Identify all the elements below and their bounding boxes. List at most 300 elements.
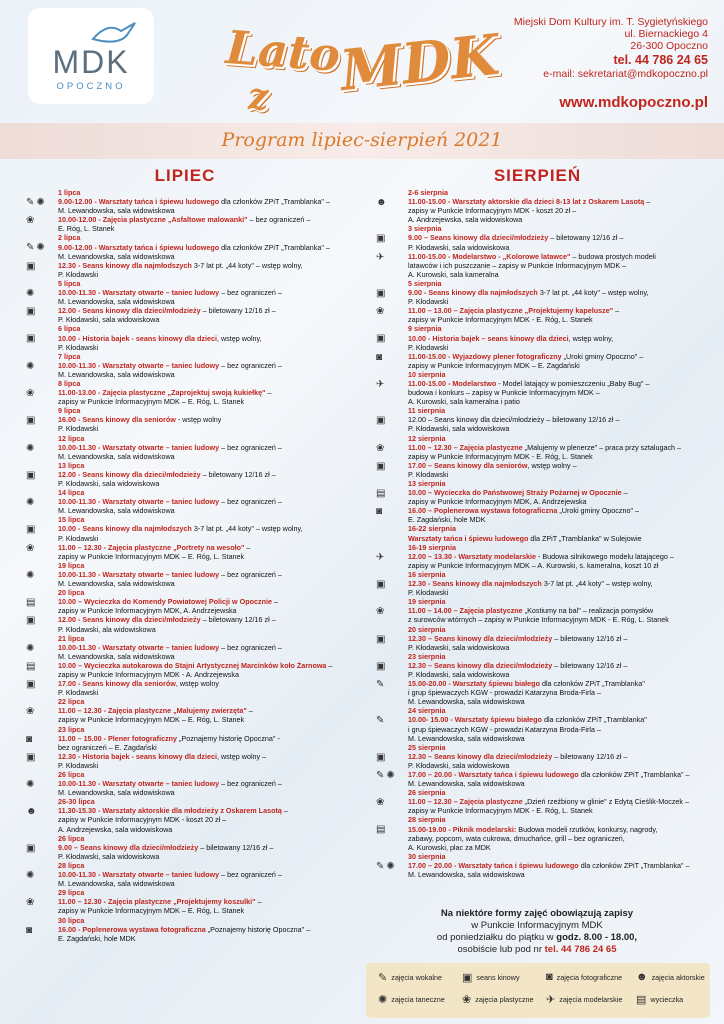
schedule-entry: [370, 852, 705, 879]
entry-highlight: 16.00 - Seans kinowy dla seniorów: [58, 415, 176, 425]
entry-icons: [26, 870, 48, 882]
entry-highlight: 12.00 - Seans kinowy dla dzieci/młodzieży: [58, 615, 201, 625]
entry-line: [58, 415, 350, 424]
bus-icon: ▤: [376, 488, 386, 499]
entry-highlight: 12.30 - Historia bajek - seans kinowy dla dzieci: [58, 751, 217, 761]
entry-text: A. Kurowski, sala kameralna: [408, 269, 499, 279]
entry-text: „Poznajemy historię Opoczna" -: [177, 733, 280, 743]
film-icon: ▣: [26, 751, 36, 763]
entry-icons: [376, 288, 398, 300]
film-icon: ▣: [376, 233, 386, 245]
schedule-entry: [20, 215, 350, 233]
entry-line: [408, 415, 705, 424]
entry-highlight: 10.00-12.00 - Zajęcia plastyczne „Asfaltowe malowanki": [58, 215, 248, 225]
entry-line: [408, 552, 705, 561]
entry-text: P. Kłodawski: [58, 533, 99, 543]
entry-date: 26 lipca: [58, 833, 85, 843]
entry-line: [408, 233, 705, 242]
entry-text: „Uroki gminy Opoczno" –: [561, 351, 644, 361]
entry-icons: [26, 415, 48, 427]
entry-line: [408, 697, 705, 706]
entry-icons: [26, 925, 48, 937]
entry-highlight: 10.00-11.30 - Warsztaty otwarte – taniec ludowy: [58, 497, 220, 507]
entry-line: [408, 397, 705, 406]
entry-text: P. Kłodawski, ala widowiskowa: [58, 624, 156, 634]
entry-line: [408, 288, 705, 297]
entry-icons: [376, 306, 398, 318]
schedule-entry: [20, 461, 350, 488]
vocal-icon: ✎: [376, 770, 385, 781]
schedule-entry: [20, 352, 350, 379]
entry-highlight: 17.00 – Seans kinowy dla seniorów: [408, 460, 528, 470]
entry-line: [58, 906, 350, 915]
entry-date: 15 lipca: [58, 515, 85, 525]
legend-item-art: [462, 993, 534, 1006]
entry-line: [58, 843, 350, 852]
entry-text: , wstęp wolny: [175, 679, 219, 689]
film-icon: ▣: [26, 415, 36, 427]
entry-icons: [26, 615, 48, 627]
contact-block: [498, 16, 708, 80]
entry-date: 25 sierpnia: [408, 742, 446, 752]
entry-highlight: 10.00-11.30 - Warsztaty otwarte – taniec ludowy: [58, 360, 220, 370]
entry-icons: [26, 597, 48, 609]
entry-highlight: 10.00 - Historia bajek – seans kinowy dla dzieci: [408, 333, 569, 343]
legend-label-photo: zajęcia fotograficzne: [556, 972, 623, 982]
art-icon: ❀: [376, 306, 385, 318]
entry-text: zapisy w Punkcie Informacyjnym MDK - koszt 20 zł –: [58, 815, 227, 825]
bird-logo-icon: [91, 21, 137, 45]
entry-text: i grup śpiewaczych KGW - prowadzi Katarzyna Broda-Firla –: [408, 724, 601, 734]
entry-highlight: 10.00 – Wycieczka autokarowa do Stajni Artystycznej Marcinków koło Żarnowa: [58, 660, 327, 670]
entry-highlight: 11.00 – 12.30 - Zajęcia plastyczne „Malujemy zwierzęta": [58, 706, 247, 716]
entry-text: E. Róg, L. Stanek: [58, 224, 115, 234]
entry-date: 12 lipca: [58, 433, 85, 443]
theatre-masks-icon: ☻: [636, 971, 648, 983]
entry-highlight: 9.00 – Seans kinowy dla dzieci/młodzieży: [58, 842, 199, 852]
entry-line: [408, 661, 705, 670]
entry-text: – bez ograniczeń –: [219, 442, 282, 452]
legend-item-theatre: [636, 971, 705, 983]
schedule-entry: [20, 188, 350, 215]
entry-highlight: 15.00-19.00 - Piknik modelarski:: [408, 824, 517, 834]
entry-highlight: 12.30 - Seans kinowy dla najmłodszych: [408, 579, 542, 589]
entry-highlight: 10.00-11.30 - Warsztaty otwarte – taniec ludowy: [58, 642, 220, 652]
schedule-entry: [370, 679, 705, 706]
entry-highlight: 9.00-12.00 - Warsztaty tańca i śpiewu ludowego: [58, 197, 220, 207]
schedule-entry: [370, 788, 705, 815]
entry-line: [58, 625, 350, 634]
entry-line: [58, 315, 350, 324]
entry-line: [408, 506, 705, 515]
entry-icons: [26, 843, 48, 855]
schedule-entry: [20, 515, 350, 542]
entry-icons: [26, 215, 48, 227]
entry-text: , wstęp wolny –: [217, 751, 267, 761]
entry-date: 16-19 sierpnia: [408, 542, 456, 552]
entry-line: [408, 588, 705, 597]
entry-line: [58, 534, 350, 543]
entry-date: 2 lipca: [58, 233, 81, 243]
entry-line: [408, 261, 705, 270]
entry-text: – biletowany 12/16 zł –: [198, 842, 274, 852]
schedule-entry: [370, 543, 705, 570]
entry-date: 12 sierpnia: [408, 433, 446, 443]
film-icon: ▣: [26, 842, 36, 854]
entry-highlight: 9.00 - Seans kinowy dla najmłodszych: [408, 288, 538, 298]
entry-text: P. Kłodawski, sala widowiskowa: [408, 760, 510, 770]
entry-icons: [376, 333, 398, 345]
entry-line: [58, 288, 350, 297]
schedule-entry: [20, 725, 350, 752]
entry-line: [58, 443, 350, 452]
entry-line: [408, 606, 705, 615]
entry-highlight: 10.00 – Wycieczka do Komendy Powiatowej Policji w Opocznie: [58, 597, 272, 607]
entry-line: [58, 815, 350, 824]
schedule-entry: [370, 815, 705, 851]
entry-line: [58, 552, 350, 561]
entry-highlight: 10.00 - Seans kinowy dla najmłodszych: [58, 524, 192, 534]
entry-line: [408, 734, 705, 743]
entry-date: 2-6 sierpnia: [408, 188, 448, 197]
entry-highlight: 10.00- 15.00 - Warsztaty śpiewu białego: [408, 715, 542, 725]
registration-info: [372, 908, 702, 956]
entry-text: dla członków ZPiT „Tramblanka" –: [578, 770, 690, 779]
entry-highlight: 16.00 - Poplenerowa wystawa fotograficzna: [58, 924, 206, 934]
entry-icons: [26, 470, 48, 482]
entry-text: zapisy w Punkcie Informacyjnym MDK, A. Andrzejewska: [408, 497, 587, 507]
entry-date: 29 lipca: [58, 888, 85, 898]
entry-text: zapisy w Punkcie Informacyjnym MDK - E. Róg, L. Stanek: [408, 806, 593, 816]
entry-text: M. Lewandowska, sala widowiskowa: [58, 651, 175, 661]
entry-line: [58, 424, 350, 433]
schedule-entry: [370, 352, 705, 370]
entry-text: M. Lewandowska, sala widowiskowa: [408, 870, 525, 880]
entry-icons: [376, 752, 398, 764]
entry-icons: [26, 288, 48, 300]
film-icon: ▣: [376, 415, 386, 427]
entry-text: –: [281, 806, 288, 816]
entry-highlight: 9.00 – Seans kinowy dla dzieci/młodzieży: [408, 233, 549, 243]
entry-text: P. Kłodawski: [58, 424, 99, 434]
schedule-entry: [20, 561, 350, 588]
entry-icons: [376, 606, 398, 618]
entry-text: zapisy w Punkcie Informacyjnym MDK – A. Kurowski, s. kameralna, koszt 10 zł: [408, 560, 659, 570]
entry-date: 3 sierpnia: [408, 224, 442, 234]
plane-icon: ✈: [376, 378, 385, 390]
entry-line: [58, 452, 350, 461]
entry-text: zapisy w Punkcie Informacyjnym MDK, A. Andrzejewska: [58, 606, 237, 616]
schedule-entry: [370, 597, 705, 624]
entry-line: [408, 634, 705, 643]
vocal-icon: ✎: [26, 242, 35, 254]
entry-text: M. Lewandowska, sala widowiskowa: [58, 451, 175, 461]
schedule-entry: [20, 861, 350, 888]
entry-date: 11 sierpnia: [408, 406, 446, 416]
entry-line: [408, 252, 705, 261]
entry-line: [408, 806, 705, 815]
entry-highlight: 11.00 – 15.00 - Plener fotograficzny: [58, 733, 178, 743]
schedule-list-sierpien: [370, 188, 705, 879]
entry-icons: [376, 197, 398, 209]
film-icon: ▣: [26, 306, 36, 318]
entry-text: „Poznajemy historię Opoczna" –: [205, 924, 311, 934]
entry-icons: [26, 261, 48, 273]
entry-text: –: [255, 897, 262, 907]
dance-icon: ✺: [26, 569, 35, 581]
entry-text: –: [244, 542, 251, 552]
entry-line: [58, 670, 350, 679]
website-link[interactable]: www.mdkopoczno.pl: [559, 94, 708, 111]
entry-icons: [376, 770, 398, 782]
entry-text: z surowców wtórnych – zapisy w Punkcie Informacyjnym MDK - E. Róg, L. Stanek: [408, 615, 669, 625]
entry-line: [408, 297, 705, 306]
entry-line: [408, 452, 705, 461]
entry-text: P. Kłodawski: [408, 588, 449, 598]
legend-label-vocal: zajęcia wokalne: [391, 973, 442, 982]
info-phone-prefix: osobiście lub pod nr: [457, 944, 545, 955]
entry-line: [408, 315, 705, 324]
schedule-entry: [20, 752, 350, 770]
entry-line: [408, 779, 705, 788]
entry-icons: [26, 543, 48, 555]
entry-line: [408, 379, 705, 388]
entry-text: M. Lewandowska, sala widowiskowa: [58, 879, 175, 889]
dance-icon: ✺: [26, 360, 35, 372]
entry-date: 26 sierpnia: [408, 788, 446, 798]
entry-line: [58, 597, 350, 606]
entry-line: [58, 570, 350, 579]
dance-icon: ✺: [26, 287, 35, 299]
entry-highlight: 11.30-15.30 - Warsztaty aktorskie dla młodzieży z Oskarem Lasotą: [58, 806, 282, 816]
film-icon: ▣: [26, 333, 36, 345]
entry-line: [58, 715, 350, 724]
entry-line: [58, 579, 350, 588]
entry-line: [58, 215, 350, 224]
entry-text: zapisy w Punkcie Informacyjnym MDK – E. Zagdański: [408, 360, 580, 370]
schedule-entry: [20, 615, 350, 633]
entry-highlight: 11.00 – 12.30 – Zajęcia plastyczne: [408, 442, 523, 452]
film-icon: ▣: [26, 679, 36, 691]
plane-icon: ✈: [546, 994, 556, 1006]
entry-icons: [376, 506, 398, 518]
entry-text: zabawy, popcorn, wata cukrowa, dmuchańce, grill – bez ograniczeń,: [408, 833, 625, 843]
logo-text: MDK: [52, 44, 130, 80]
film-icon: ▣: [376, 333, 386, 345]
schedule-entry: [20, 543, 350, 561]
info-line-2: w Punkcie Informacyjnym MDK: [471, 920, 603, 931]
entry-text: – bez ograniczeń –: [219, 569, 282, 579]
city-address: 26-300 Opoczno: [630, 40, 708, 52]
entry-text: - Budowa silnikowego modelu latającego –: [535, 551, 674, 561]
entry-icons: [26, 443, 48, 455]
film-icon: ▣: [376, 578, 386, 590]
entry-line: [58, 388, 350, 397]
vocal-icon: ✎: [376, 679, 385, 691]
entry-line: [408, 579, 705, 588]
entry-date: 7 lipca: [58, 351, 81, 361]
entry-date: 13 sierpnia: [408, 479, 446, 488]
entry-line: [408, 206, 705, 215]
schedule-list-lipiec: [20, 188, 350, 943]
entry-line: [408, 334, 705, 343]
schedule-entry: [20, 488, 350, 515]
entry-text: A. Kurowski, sala kameralna i patio: [408, 397, 520, 407]
entry-icons: [26, 524, 48, 536]
dance-icon: ✺: [386, 860, 395, 872]
entry-icons: [26, 679, 48, 691]
schedule-entry: [370, 188, 705, 224]
info-phone: tel. 44 786 24 65: [544, 944, 617, 955]
schedule-entry: [370, 479, 705, 506]
entry-highlight: 17.00 – 20.00 - Warsztaty tańca i śpiewu ludowego: [408, 860, 579, 870]
entry-line: [58, 306, 350, 315]
entry-line: [408, 761, 705, 770]
schedule-entry: [370, 324, 705, 351]
entry-date: 10 sierpnia: [408, 369, 446, 379]
entry-date: 9 lipca: [58, 406, 81, 416]
entry-line: [58, 497, 350, 506]
schedule-entry: [20, 916, 350, 943]
entry-date: 28 sierpnia: [408, 815, 446, 825]
entry-date: 19 sierpnia: [408, 597, 446, 607]
entry-text: –: [644, 197, 651, 207]
entry-text: zapisy w Punkcie Informacyjnym MDK – E. Róg, L. Stanek: [58, 551, 245, 561]
entry-date: 23 lipca: [58, 724, 85, 734]
entry-line: [408, 715, 705, 724]
vocal-icon: ✎: [378, 972, 388, 984]
entry-icons: [376, 252, 398, 264]
schedule-entry: [370, 743, 705, 770]
entry-line: [408, 497, 705, 506]
entry-line: [408, 470, 705, 479]
schedule-entry: [370, 406, 705, 433]
column-sierpien: [370, 166, 705, 879]
entry-highlight: 16.00 – Poplenerowa wystawa fotograficzna: [408, 506, 558, 516]
entry-line: [58, 479, 350, 488]
film-icon: ▣: [376, 660, 386, 672]
entry-line: [408, 388, 705, 397]
entry-line: [408, 215, 705, 224]
entry-line: [408, 488, 705, 497]
entry-date: 19 lipca: [58, 560, 85, 570]
entry-text: 3-7 lat pt. „44 koty" – wstęp wolny,: [191, 260, 303, 270]
entry-line: [408, 643, 705, 652]
entry-date: 1 lipca: [58, 188, 81, 197]
entry-text: M. Lewandowska, sala widowiskowa: [408, 779, 525, 789]
email-address[interactable]: e-mail: sekretariat@mdkopoczno.pl: [543, 68, 708, 80]
entry-highlight: 12.30 - Seans kinowy dla najmłodszych: [58, 260, 192, 270]
entry-line: [408, 752, 705, 761]
street-address: ul. Biernackiego 4: [624, 28, 708, 40]
entry-line: [58, 243, 350, 252]
entry-text: A. Andrzejewska, sala widowiskowa: [58, 824, 173, 834]
entry-date: 22 lipca: [58, 697, 85, 707]
entry-text: M. Lewandowska, sala widowiskowa: [58, 579, 175, 589]
entry-highlight: 11.00 – 14.00 – Zajęcia plastyczne: [408, 606, 523, 616]
entry-text: –: [621, 488, 628, 498]
bus-icon: ▤: [26, 660, 36, 672]
entry-text: P. Kłodawski, sala widowiskowa: [408, 424, 510, 434]
entry-text: P. Kłodawski, sala widowiskowa: [408, 642, 510, 652]
entry-line: [58, 852, 350, 861]
entry-line: [408, 306, 705, 315]
entry-line: [58, 543, 350, 552]
plane-icon: ✈: [376, 551, 385, 563]
entry-line: [58, 297, 350, 306]
plane-icon: ✈: [376, 251, 385, 263]
legend-label-film: seans kinowy: [476, 973, 520, 982]
entry-line: [408, 424, 705, 433]
schedule-entry: [20, 834, 350, 861]
entry-text: A. Andrzejewska, sala widowiskowa: [408, 215, 523, 225]
entry-line: [408, 352, 705, 361]
entry-highlight: 11.00-15.00 - Modelarstwo - „Kolorowe latawce": [408, 251, 571, 261]
entry-line: [58, 643, 350, 652]
entry-icons: [26, 897, 48, 909]
entry-date: 24 sierpnia: [408, 706, 446, 716]
entry-icons: [26, 197, 48, 209]
photo-camera-icon: ◙: [546, 971, 553, 983]
entry-line: [58, 470, 350, 479]
theatre-icon: ☻: [376, 197, 387, 208]
entry-date: 26-30 lipca: [58, 797, 95, 807]
entry-line: [58, 197, 350, 206]
legend-label-art: zajęcia plastyczne: [475, 995, 534, 1004]
info-line-3: [372, 932, 702, 944]
entry-line: [58, 743, 350, 752]
legend-label-dance: zajęcia taneczne: [391, 995, 445, 1004]
entry-text: –: [265, 388, 272, 398]
entry-text: –: [246, 706, 253, 716]
legend-item-plane: [546, 993, 622, 1006]
schedule-entry: [370, 524, 705, 542]
entry-highlight: 12.30 – Seans kinowy dla dzieci/młodzieży: [408, 633, 553, 643]
film-icon: ▣: [376, 633, 386, 645]
entry-icons: [26, 497, 48, 509]
schedule-entry: [20, 261, 350, 279]
film-icon: ▣: [26, 524, 36, 536]
entry-text: „Malujemy w plenerze" – praca przy sztalugach –: [522, 442, 682, 452]
entry-text: 3-7 lat pt. „44 koty" – wstęp wolny,: [541, 579, 653, 589]
entry-line: [58, 661, 350, 670]
entry-highlight: 17.00 - Seans kinowy dla seniorów: [58, 679, 176, 689]
entry-text: zapisy w Punkcie Informacyjnym MDK - koszt 20 zł –: [408, 206, 577, 216]
art-icon: ❀: [26, 706, 35, 718]
art-icon: ❀: [26, 897, 35, 909]
entry-line: [408, 834, 705, 843]
entry-text: zapisy w Punkcie Informacyjnym MDK - E. Róg, L. Stanek: [408, 315, 593, 325]
entry-text: – biletowany 12/16 zł –: [200, 615, 276, 625]
logo-subtitle: OPOCZNO: [56, 81, 126, 92]
schedule-entry: [370, 461, 705, 479]
vocal-icon: ✎: [26, 197, 35, 208]
entry-text: – biletowany 12/16 zł –: [552, 633, 628, 643]
entry-line: [58, 261, 350, 270]
entry-highlight: 11.00 – 12.30 - Zajęcia plastyczne „Portrety na wesoło": [58, 542, 245, 552]
schedule-entry: [370, 306, 705, 324]
art-icon: ❀: [26, 215, 35, 227]
entry-line: [58, 779, 350, 788]
legend-label-theatre: zajęcia aktorskie: [651, 972, 705, 982]
entry-text: P. Kłodawski, sala widowiskowa: [58, 315, 160, 325]
entry-line: [408, 443, 705, 452]
entry-icons: [26, 806, 48, 818]
entry-text: M. Lewandowska, sala widowiskowa: [58, 788, 175, 798]
entry-highlight: 10.00 – Wycieczka do Państwowej Straży Pożarnej w Opocznie: [408, 488, 622, 498]
entry-line: [408, 679, 705, 688]
entry-icons: [376, 415, 398, 427]
